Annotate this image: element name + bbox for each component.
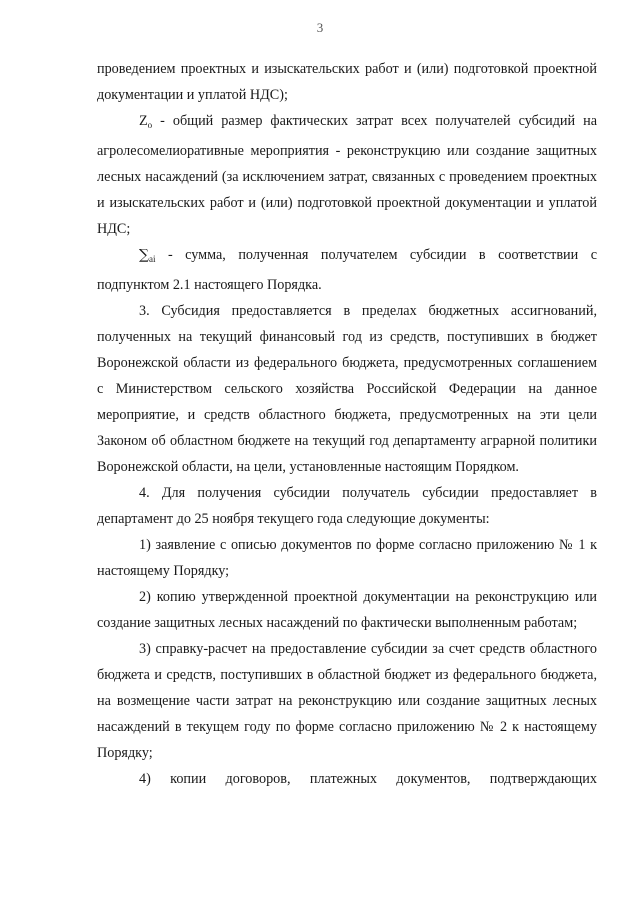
z-subscript: o (147, 120, 153, 130)
list-item-1: 1) заявление с описью документов по форме согласно приложению № 1 к настоящему Порядку; (97, 537, 597, 579)
z-definition-text: - общий размер фактических затрат всех получателей субсидий на агролесомелиоративные мероприятия - реконструкцию или создание защитных лесных насаждений (за исключением затрат, связанных с проведением проектных и изыскательских работ и (или) подготовкой проектной документации и уплатой НДС; (97, 113, 597, 237)
paragraph-item-3: 3. Субсидия предоставляется в пределах бюджетных ассигнований, полученных на текущий финансовый год из средств, поступивших в бюджет Воронежской области из федерального бюджета, предусмотренных соглашением с Министерством сельского хозяйства Российской Федерации на данное мероприятие, и средств областного бюджета, предусмотренных на эти цели Законом об областном бюджете на текущий год департаменту аграрной политики Воронежской области, на цели, установленные настоящим Порядком. (97, 303, 597, 475)
paragraph-continuation: проведением проектных и изыскательских работ и (или) подготовкой проектной документации и уплатой НДС); (97, 61, 597, 103)
paragraph-z-definition (97, 108, 597, 242)
list-item-2: 2) копию утвержденной проектной документации на реконструкцию или создание защитных лесных насаждений по фактически выполненным работам; (97, 589, 597, 631)
sigma-symbol: ∑ (139, 247, 149, 263)
paragraph-item-4: 4. Для получения субсидии получатель субсидии предоставляет в департамент до 25 ноября текущего года следующие документы: (97, 485, 597, 527)
page-number: 3 (316, 20, 324, 35)
sum-definition-text: - сумма, полученная получателем субсидии в соответствии с подпунктом 2.1 настоящего Порядка. (97, 247, 597, 293)
paragraph-sum-definition (97, 242, 597, 298)
document-body (97, 56, 597, 792)
list-item-4: 4) копии договоров, платежных документов, подтверждающих (139, 771, 597, 787)
list-item-3: 3) справку-расчет на предоставление субсидии за счет средств областного бюджета и средств, поступивших в областной бюджет из федерального бюджета, на возмещение части затрат на реконструкцию или создание защитных лесных насаждений в текущем году по форме согласно приложению № 2 к настоящему Порядку; (97, 641, 597, 761)
z-symbol: Z (139, 113, 148, 129)
sigma-subscript: ai (149, 254, 156, 264)
